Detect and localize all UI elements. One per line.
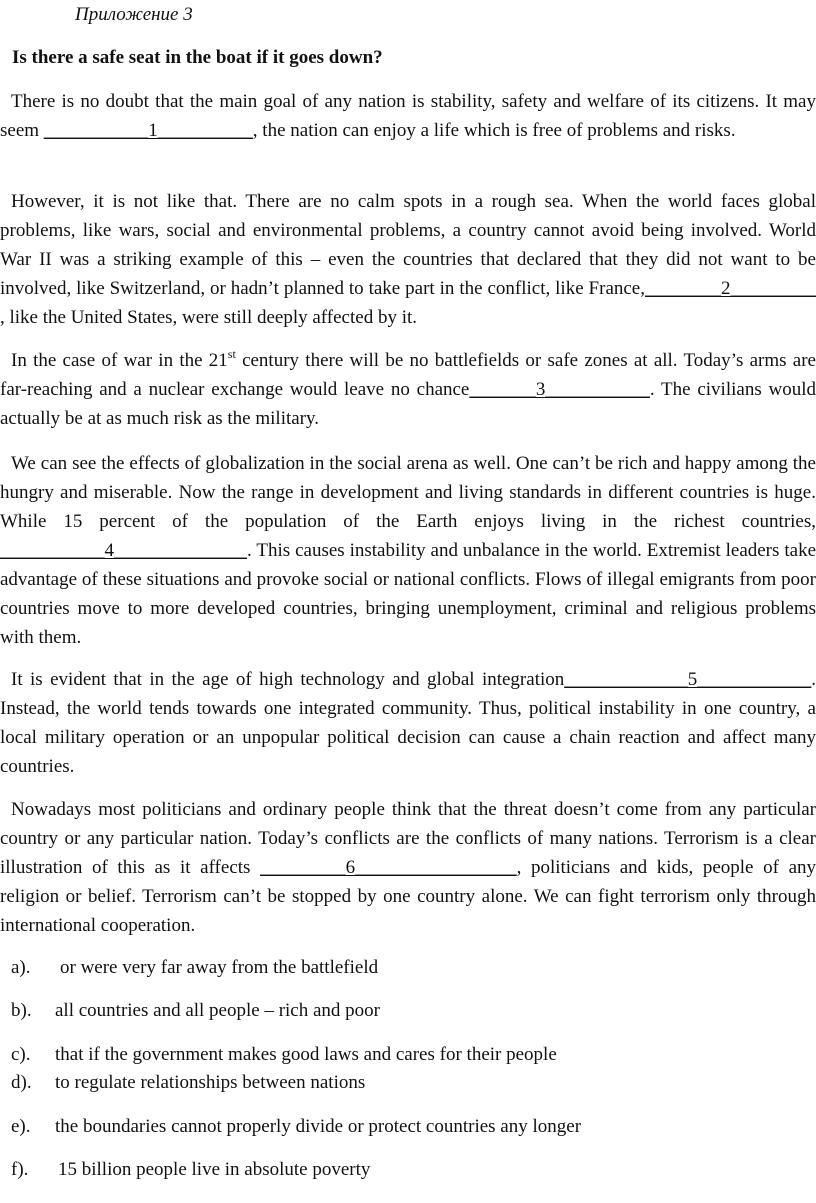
paragraph-5-text-b: . Instead, the world tends towards one integrated community. Thus, political instability in one country, a local military operation or an unpopular political decision can cause a chain reaction and affect many countries. — [0, 669, 816, 777]
option-letter: b). — [11, 1000, 32, 1021]
paragraph-6-text-a: Nowadays most politicians and ordinary people think that the threat doesn’t come from any particular country or any particular nation. Today’s conflicts are the conflicts of many nations. Terrorism is a clear illustration of this as it affects — [0, 799, 816, 878]
option-b — [11, 998, 380, 1024]
paragraph-6-text-b: , politicians and kids, people of any religion or belief. Terrorism can’t be stopped by one country alone. We can fight terrorism only through international cooperation. — [0, 857, 816, 936]
option-letter: d). — [11, 1072, 32, 1093]
paragraph-2-text-b: , like the United States, were still deeply affected by it. — [0, 307, 417, 328]
option-text: that if the government makes good laws and cares for their people — [55, 1044, 557, 1065]
option-d — [11, 1070, 365, 1096]
paragraph-2-text-a: However, it is not like that. There are no calm spots in a rough sea. When the world faces global problems, like wars, social and environmental problems, a country cannot avoid being involved. World War II was a striking example of this – even the countries that declared that they did not want to be involved, like Switzerland, or hadn’t planned to take part in the conflict, like France, — [0, 191, 816, 299]
option-text: the boundaries cannot properly divide or protect countries any longer — [55, 1116, 582, 1137]
gap-6: _________6_________________ — [260, 857, 517, 878]
superscript-st: st — [227, 347, 236, 361]
option-letter: c). — [11, 1044, 31, 1065]
option-letter: a). — [11, 957, 31, 978]
text-title: Is there a safe seat in the boat if it goes down? — [12, 47, 383, 68]
paragraph-3-text-b: century there will be no battlefields or safe zones at all. Today’s arms are far-reaching and a nuclear exchange would leave no chance — [0, 350, 816, 400]
gap-4: ___________4______________ — [0, 540, 247, 561]
option-e — [11, 1114, 581, 1140]
option-text: all countries and all people – rich and poor — [55, 1000, 381, 1021]
paragraph-4-text-b: . This causes instability and unbalance in the world. Extremist leaders take advantage of these situations and provoke social or national conflicts. Flows of illegal emigrants from poor countries move to more developed countries, bringing unemployment, criminal and religious problems with them. — [0, 540, 816, 648]
paragraph-4-text-a: We can see the effects of globalization in the social arena as well. One can’t be rich and happy among the hungry and miserable. Now the range in development and living standards in different countries is huge. While 15 percent of the population of the Earth enjoys living in the richest countries, — [0, 453, 816, 532]
appendix-label: Приложение 3 — [75, 4, 193, 25]
option-letter: f). — [11, 1159, 29, 1180]
option-letter: e). — [11, 1116, 31, 1137]
option-a — [11, 955, 378, 981]
gap-2: ________2_________ — [645, 278, 816, 299]
paragraph-3-text-c: . The civilians would actually be at as much risk as the military. — [0, 379, 816, 429]
gap-5: _____________5____________ — [564, 669, 812, 690]
option-f — [11, 1157, 370, 1183]
paragraph-1-text-a: There is no doubt that the main goal of any nation is stability, safety and welfare of its citizens. It may seem — [0, 91, 816, 141]
option-text: to regulate relationships between nations — [55, 1072, 366, 1093]
option-text: or were very far away from the battlefield — [60, 957, 379, 978]
paragraph-2 — [0, 187, 816, 332]
paragraph-3-text-a: In the case of war in the 21 — [11, 350, 228, 371]
paragraph-5-text-a: It is evident that in the age of high technology and global integration — [11, 669, 565, 690]
paragraph-5 — [0, 665, 816, 781]
paragraph-4 — [0, 449, 816, 652]
option-text: 15 billion people live in absolute poverty — [58, 1159, 371, 1180]
paragraph-1 — [0, 87, 816, 145]
option-c — [11, 1042, 557, 1068]
paragraph-3 — [0, 346, 816, 433]
gap-1: ___________1__________ — [43, 120, 253, 141]
paragraph-6 — [0, 795, 816, 940]
gap-3: _______3___________ — [469, 379, 650, 400]
paragraph-1-text-b: , the nation can enjoy a life which is free of problems and risks. — [252, 120, 736, 141]
